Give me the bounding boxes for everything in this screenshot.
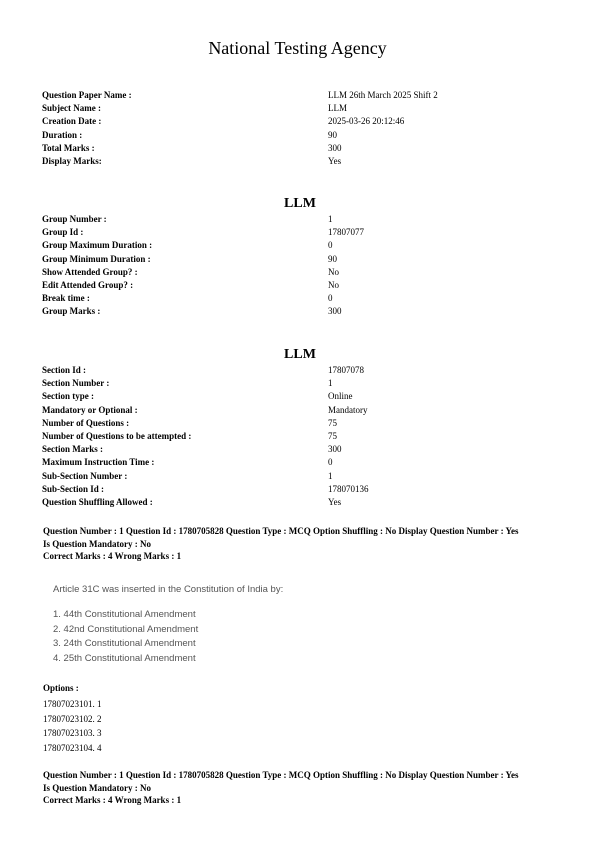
info-value: LLM [328, 103, 347, 114]
section-info-row [42, 456, 542, 469]
section-info-row [42, 496, 542, 509]
question-choice: 2. 42nd Constitutional Amendment [53, 623, 199, 635]
option-item: 17807023101. 1 [43, 699, 102, 709]
section-info-row [42, 430, 542, 443]
option-item: 17807023102. 2 [43, 713, 102, 724]
group-info-row [42, 292, 542, 305]
section-value: 178070136 [328, 483, 369, 494]
group-info-table [42, 213, 542, 319]
section-key: Number of Questions to be attempted : [42, 430, 192, 441]
section-key: Section Marks : [42, 444, 103, 455]
group-value: 90 [328, 253, 337, 264]
section-info-row [42, 364, 542, 377]
section-info-table [42, 364, 542, 509]
question-choice: 1. 44th Constitutional Amendment [53, 609, 196, 620]
section-value: 1 [328, 378, 333, 389]
group-key: Group Marks : [42, 306, 101, 317]
question-mandatory-line: Is Question Mandatory : No [43, 782, 152, 793]
paper-info-row [42, 89, 542, 102]
question-marks-line: Correct Marks : 4 Wrong Marks : 1 [43, 795, 182, 805]
group-key: Group Id : [42, 227, 84, 238]
question-meta-line: Question Number : 1 Question Id : 1780705828 Question Type : MCQ Option Shuffling : No Display Question Number : Yes [43, 770, 519, 780]
question-text: Article 31C was inserted in the Constitution of India by: [53, 584, 284, 595]
paper-info-row [42, 142, 542, 155]
info-key: Display Marks: [42, 155, 102, 166]
paper-info-row [42, 155, 542, 168]
options-title: Options : [43, 683, 79, 693]
group-info-row [42, 266, 542, 279]
info-key: Total Marks : [42, 142, 95, 153]
section-value: 75 [328, 430, 337, 441]
section-value: Mandatory [328, 404, 368, 415]
section-key: Question Shuffling Allowed : [42, 496, 153, 507]
group-key: Break time : [42, 293, 90, 304]
group-value: No [328, 266, 339, 277]
info-value: 300 [328, 142, 342, 153]
group-info-row [42, 253, 542, 266]
paper-info-row [42, 102, 542, 115]
group-value: 0 [328, 293, 333, 304]
question-mandatory-line: Is Question Mandatory : No [43, 538, 152, 549]
section-key: Section type : [42, 391, 94, 402]
section-info-row [42, 417, 542, 430]
paper-info-row [42, 129, 542, 142]
group-key: Group Maximum Duration : [42, 240, 153, 251]
info-value: LLM 26th March 2025 Shift 2 [328, 90, 438, 100]
section-value: 0 [328, 457, 333, 468]
group-info-row [42, 239, 542, 252]
info-key: Subject Name : [42, 103, 101, 114]
section-value: 17807078 [328, 365, 364, 375]
info-value: Yes [328, 155, 342, 166]
section-key: Mandatory or Optional : [42, 404, 138, 415]
info-key: Question Paper Name : [42, 90, 132, 100]
section-key: Section Id : [42, 365, 87, 375]
question-1-meta [43, 525, 563, 563]
group-info-row [42, 279, 542, 292]
question-choice: 4. 25th Constitutional Amendment [53, 653, 196, 665]
group-info-row [42, 305, 542, 318]
paper-info-row [42, 115, 542, 128]
section-info-row [42, 390, 542, 403]
section-key: Sub-Section Id : [42, 483, 105, 494]
info-key: Duration : [42, 129, 83, 140]
options-list [43, 682, 102, 755]
page-title: National Testing Agency [208, 38, 387, 58]
option-item: 17807023104. 4 [43, 742, 102, 753]
section-key: Section Number : [42, 378, 110, 389]
group-key: Edit Attended Group? : [42, 279, 134, 290]
section-key: Maximum Instruction Time : [42, 457, 155, 468]
section-info-row [42, 470, 542, 483]
question-1-body [53, 584, 533, 667]
info-key: Creation Date : [42, 116, 102, 127]
section-value: 300 [328, 444, 342, 455]
group-value: 17807077 [328, 227, 364, 238]
group-info-row [42, 213, 542, 226]
section-info-row [42, 404, 542, 417]
group-heading: LLM [284, 196, 316, 211]
info-value: 90 [328, 129, 337, 140]
question-meta-line: Question Number : 1 Question Id : 1780705828 Question Type : MCQ Option Shuffling : No Display Question Number : Yes [43, 526, 519, 536]
section-key: Number of Questions : [42, 417, 130, 428]
section-info-row [42, 377, 542, 390]
info-value: 2025-03-26 20:12:46 [328, 116, 405, 127]
question-marks-line: Correct Marks : 4 Wrong Marks : 1 [43, 551, 182, 561]
section-heading: LLM [284, 347, 316, 362]
section-info-row [42, 483, 542, 496]
paper-info-table [42, 89, 542, 168]
question-choices [53, 608, 533, 667]
group-value: 0 [328, 240, 333, 251]
group-key: Show Attended Group? : [42, 266, 138, 277]
section-value: 1 [328, 470, 333, 481]
group-info-row [42, 226, 542, 239]
group-key: Group Minimum Duration : [42, 253, 151, 264]
section-value: 75 [328, 417, 337, 428]
section-value: Online [328, 391, 353, 402]
question-choice: 3. 24th Constitutional Amendment [53, 638, 196, 650]
question-2-meta [43, 769, 563, 807]
section-value: Yes [328, 496, 342, 507]
option-item: 17807023103. 3 [43, 728, 102, 738]
group-value: 1 [328, 214, 333, 224]
group-key: Group Number : [42, 214, 107, 224]
section-info-row [42, 443, 542, 456]
group-value: 300 [328, 306, 342, 317]
group-value: No [328, 279, 339, 290]
section-key: Sub-Section Number : [42, 470, 128, 481]
